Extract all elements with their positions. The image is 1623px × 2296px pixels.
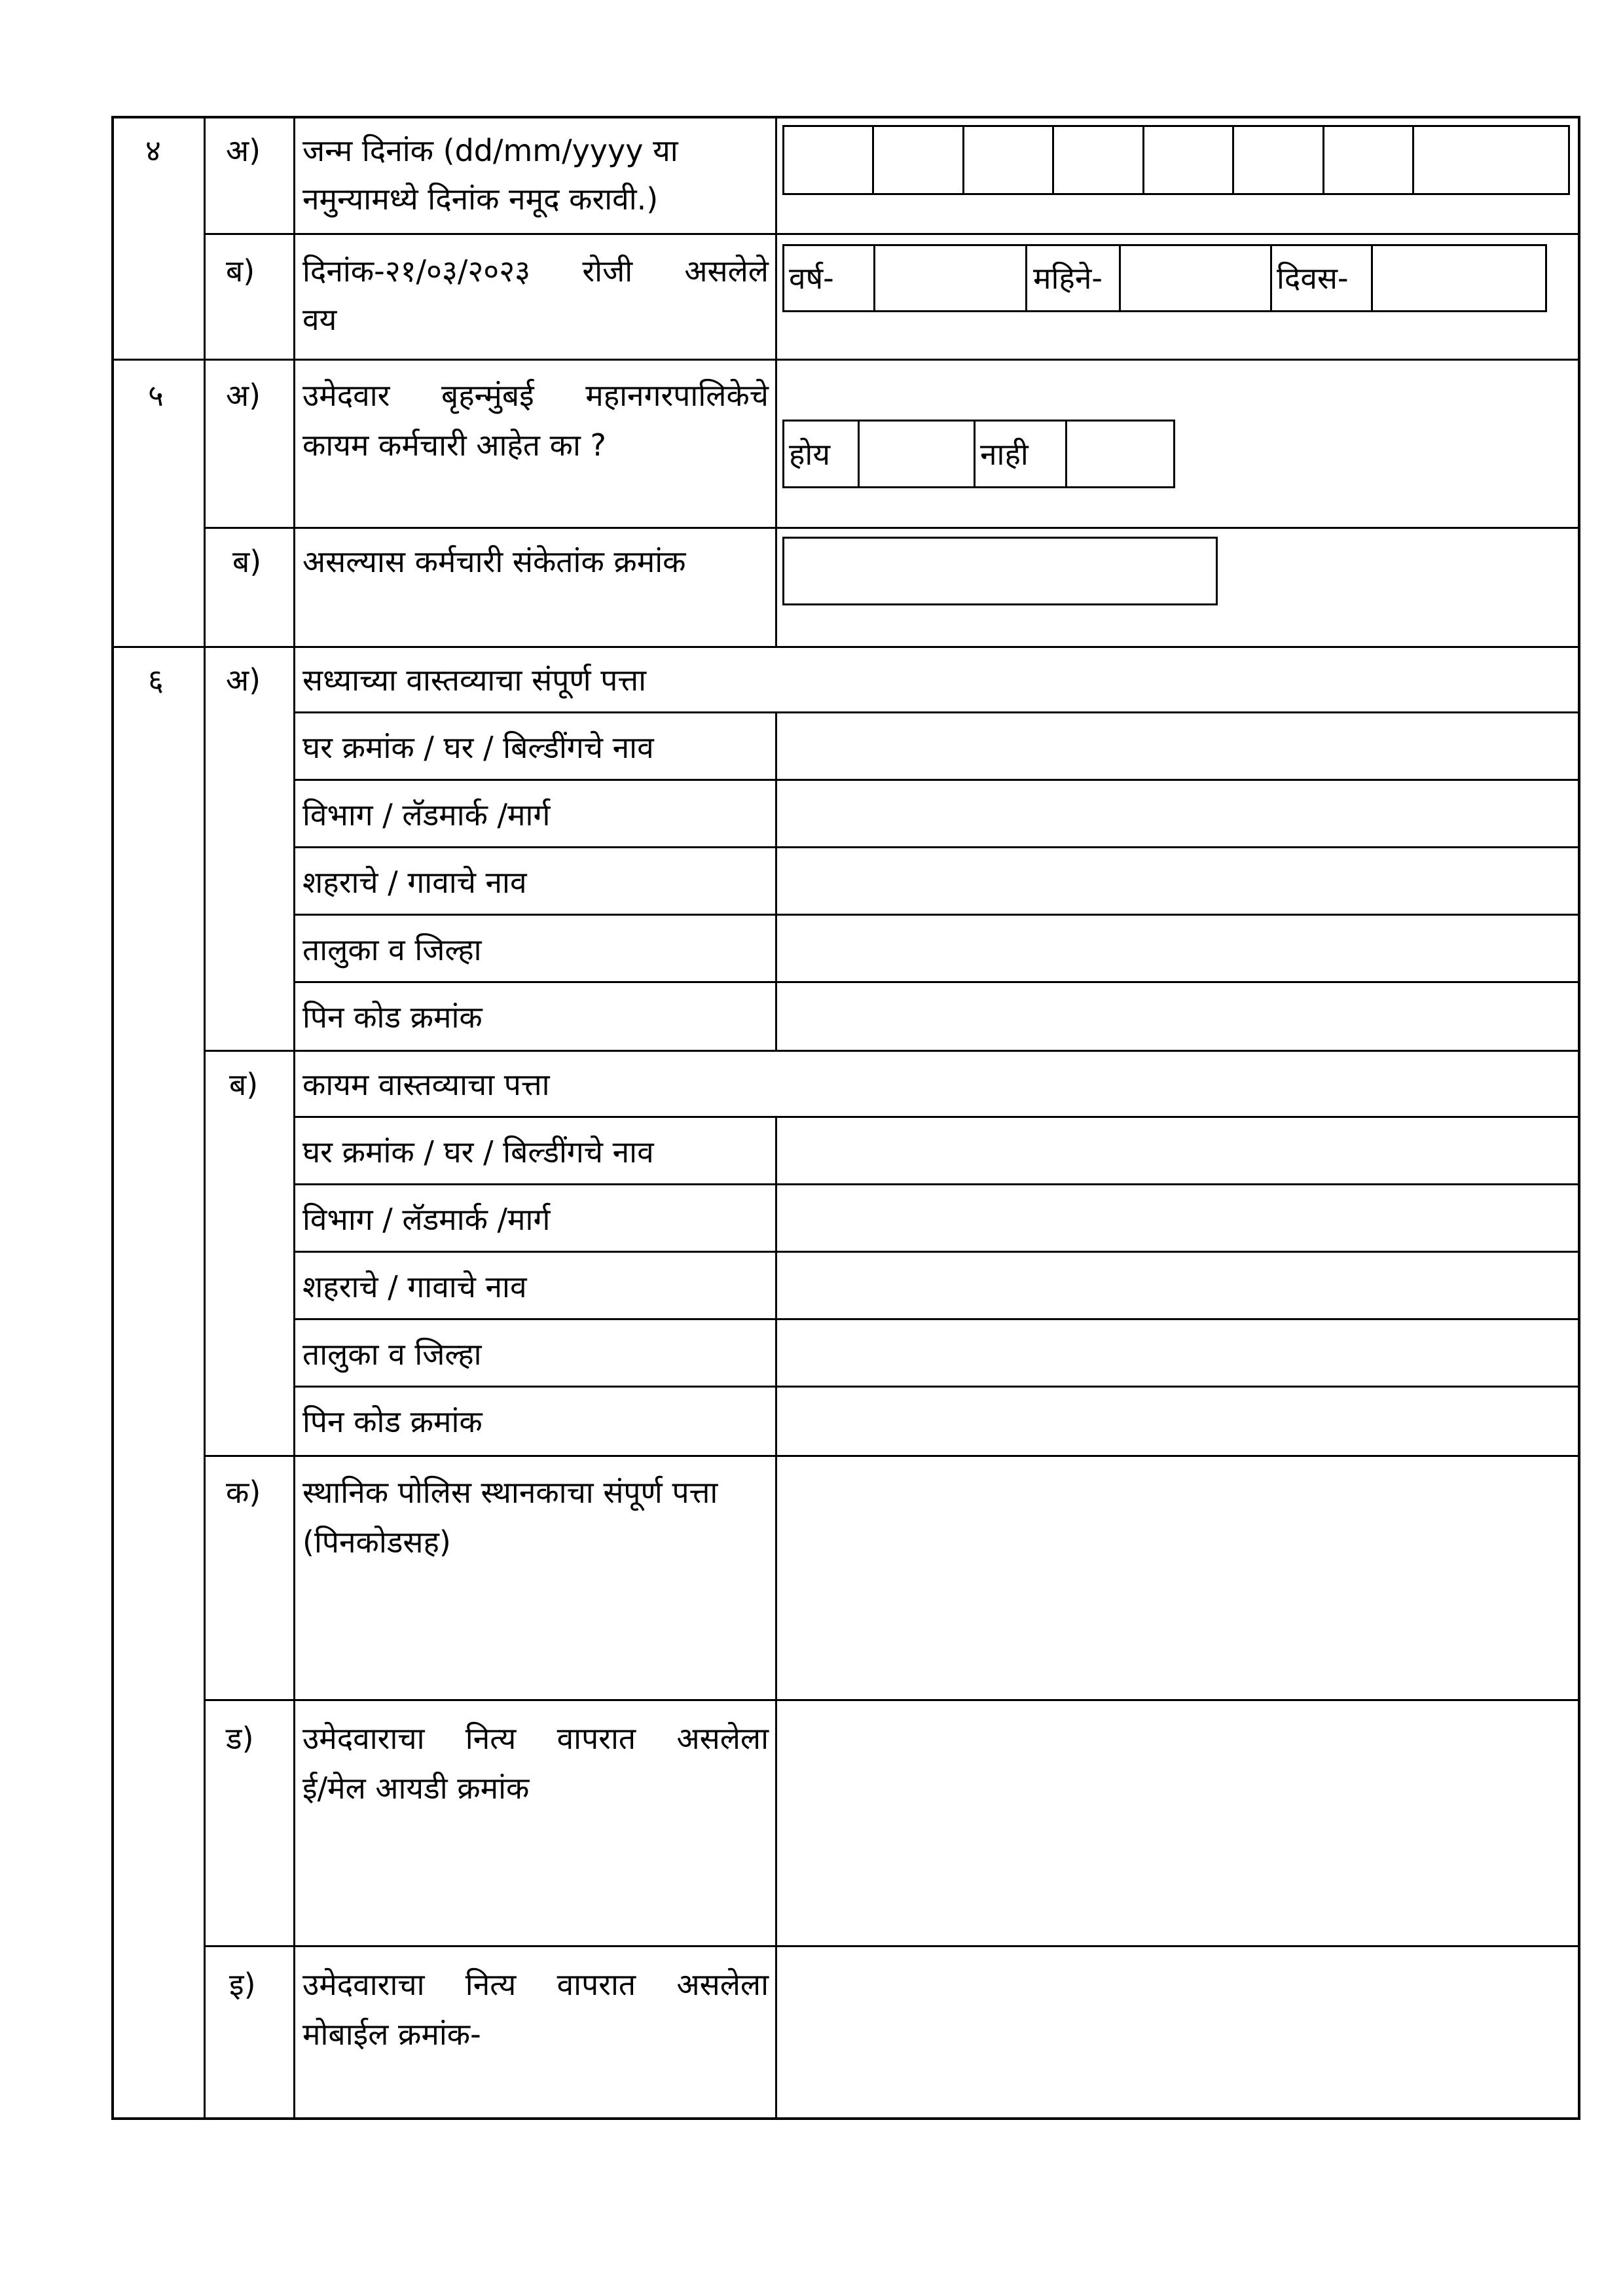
col-divider-field-top xyxy=(775,116,777,648)
birth-date-digit-divider xyxy=(1232,125,1234,195)
permanent-address-row-label: तालुका व जिल्हा xyxy=(302,1336,482,1372)
col-divider-label xyxy=(293,116,295,2120)
current-address-row-label: पिन कोड क्रमांक xyxy=(302,999,483,1035)
permanent-address-row-label: शहराचे / गावाचे नाव xyxy=(302,1269,527,1304)
age-year-label: वर्ष- xyxy=(789,260,834,296)
current-area-input[interactable] xyxy=(777,781,1578,846)
mobile-label-line1: उमेदवाराचा नित्य वापरात असलेला xyxy=(302,1967,769,2002)
current-address-heading: सध्याच्या वास्तव्याचा संपूर्ण पत्ता xyxy=(302,662,647,698)
birth-date-digit-divider xyxy=(1052,125,1054,195)
police-station-label-line1: स्थानिक पोलिस स्थानकाचा संपूर्ण पत्ता xyxy=(302,1475,718,1510)
permanent-address-heading: कायम वास्तव्याचा पत्ता xyxy=(302,1067,550,1102)
item-label: ब) xyxy=(232,544,262,579)
item-label: अ) xyxy=(226,378,261,413)
section-separator-5 xyxy=(111,359,1580,361)
item-label: ब) xyxy=(229,1067,259,1102)
permanent-district-input[interactable] xyxy=(777,1320,1578,1386)
permanent-address-row-label: घर क्रमांक / घर / बिल्डींगचे नाव xyxy=(302,1134,654,1170)
current-house-input[interactable] xyxy=(777,713,1578,779)
permanent-address-row-label: विभाग / लॅडमार्क /मार्ग xyxy=(302,1202,551,1237)
permanent-area-input[interactable] xyxy=(777,1185,1578,1251)
birth-date-digit-divider xyxy=(1142,125,1144,195)
police-station-label-line2: (पिनकोडसह) xyxy=(302,1524,451,1560)
mobile-input[interactable] xyxy=(777,1947,1578,2117)
col-divider-number xyxy=(204,116,206,2120)
item-label: क) xyxy=(226,1475,261,1510)
permanent-address-row-label: पिन कोड क्रमांक xyxy=(302,1404,483,1439)
option-yes-checkbox[interactable] xyxy=(860,422,974,486)
current-address-row-label: घर क्रमांक / घर / बिल्डींगचे नाव xyxy=(302,730,654,765)
age-day-label: दिवस- xyxy=(1277,260,1349,296)
table-border-bottom xyxy=(111,2117,1580,2120)
current-district-input[interactable] xyxy=(777,916,1578,981)
current-address-row-label: तालुका व जिल्हा xyxy=(302,932,482,967)
age-year-input[interactable] xyxy=(875,246,1025,310)
table-border-right xyxy=(1578,116,1580,2120)
item-label: इ) xyxy=(229,1967,256,2002)
row-separator xyxy=(204,233,1580,235)
item-label: ब) xyxy=(226,253,255,289)
age-month-label: महिने- xyxy=(1033,260,1103,296)
section-number: ४ xyxy=(145,133,161,168)
row-separator xyxy=(204,1050,1580,1052)
age-field-divider xyxy=(1025,244,1027,312)
current-address-row-label: विभाग / लॅडमार्क /मार्ग xyxy=(302,797,551,833)
section-number: ५ xyxy=(148,378,164,413)
birth-date-label-line2: नमुन्यामध्ये दिनांक नमूद करावी.) xyxy=(302,181,659,217)
current-city-input[interactable] xyxy=(777,848,1578,914)
age-label-line1: दिनांक-२१/०३/२०२३ रोजी असलेले xyxy=(302,253,769,289)
age-month-input[interactable] xyxy=(1121,246,1270,310)
email-label-line2: ई/मेल आयडी क्रमांक xyxy=(302,1770,530,1806)
option-yes-label: होय xyxy=(789,437,831,472)
row-separator xyxy=(204,527,1580,529)
bmc-employee-question-line1: उमेदवार बृहन्मुंबई महानगरपालिकेचे xyxy=(302,378,769,413)
birth-date-digit-divider xyxy=(1412,125,1414,195)
age-day-input[interactable] xyxy=(1373,246,1545,310)
permanent-house-input[interactable] xyxy=(777,1118,1578,1183)
table-border-top xyxy=(111,116,1580,118)
birth-date-digit-divider xyxy=(1322,125,1324,195)
option-no-label: नाही xyxy=(980,437,1029,472)
item-label: अ) xyxy=(226,662,261,698)
section-separator-6 xyxy=(111,646,1580,648)
bmc-employee-question-line2: कायम कर्मचारी आहेत का ? xyxy=(302,427,606,463)
option-divider xyxy=(974,420,976,488)
section-number: ६ xyxy=(148,662,164,698)
birth-date-input[interactable] xyxy=(782,125,1570,195)
mobile-label-line2: मोबाईल क्रमांक- xyxy=(302,2017,481,2052)
age-label-line2: वय xyxy=(302,302,337,337)
permanent-city-input[interactable] xyxy=(777,1253,1578,1318)
email-input[interactable] xyxy=(777,1701,1578,1945)
birth-date-digit-divider xyxy=(962,125,964,195)
police-station-address-input[interactable] xyxy=(777,1457,1578,1699)
table-border-left xyxy=(111,116,114,2120)
item-label: अ) xyxy=(226,133,261,168)
current-address-row-label: शहराचे / गावाचे नाव xyxy=(302,865,527,900)
employee-code-label: असल्यास कर्मचारी संकेतांक क्रमांक xyxy=(302,544,686,579)
birth-date-digit-divider xyxy=(872,125,874,195)
item-label: ड) xyxy=(226,1721,254,1756)
age-field-divider xyxy=(1270,244,1272,312)
permanent-pincode-input[interactable] xyxy=(777,1388,1578,1455)
employee-code-input[interactable] xyxy=(782,537,1218,605)
birth-date-label-line1: जन्म दिनांक (dd/mm/yyyy या xyxy=(302,133,678,168)
option-no-checkbox[interactable] xyxy=(1067,422,1173,486)
current-pincode-input[interactable] xyxy=(777,983,1578,1050)
email-label-line1: उमेदवाराचा नित्य वापरात असलेला xyxy=(302,1721,769,1756)
